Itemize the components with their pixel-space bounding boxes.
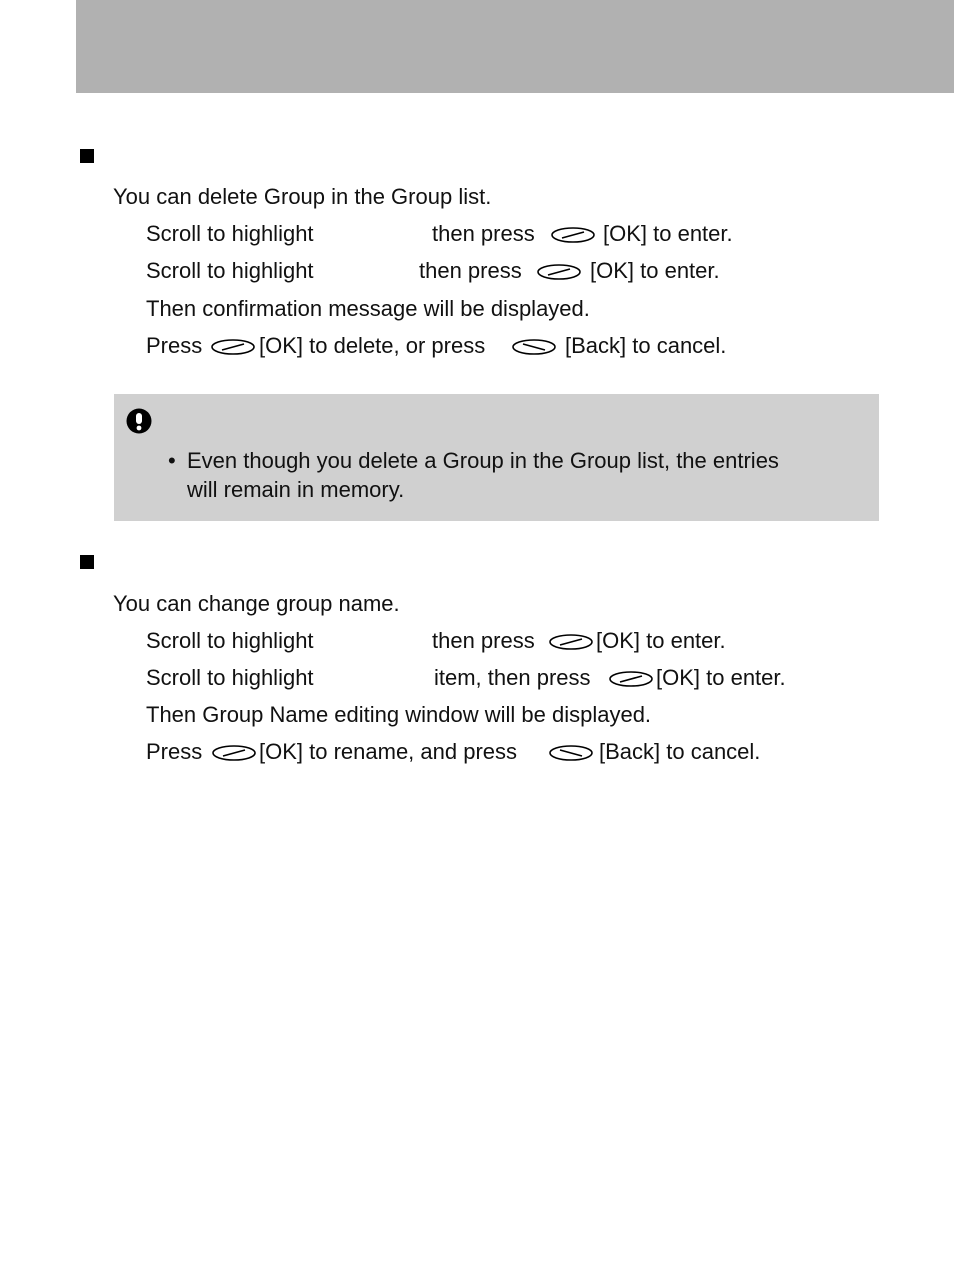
delete-step2-press: then press bbox=[419, 258, 522, 283]
rename-step2-text: Scroll to highlight bbox=[146, 665, 314, 690]
rename-step2-ok: [OK] to enter. bbox=[656, 665, 786, 690]
note-line-1: Even though you delete a Group in the Group list, the entries bbox=[187, 448, 779, 473]
ok-key-icon bbox=[211, 744, 257, 762]
delete-step1-ok: [OK] to enter. bbox=[603, 221, 733, 246]
note-box bbox=[114, 394, 879, 521]
section-marker-icon bbox=[80, 149, 94, 163]
rename-step1-ok: [OK] to enter. bbox=[596, 628, 726, 653]
ok-key-icon bbox=[536, 263, 582, 281]
ok-key-icon bbox=[210, 338, 256, 356]
ok-key-icon bbox=[608, 670, 654, 688]
rename-step1-press: then press bbox=[432, 628, 535, 653]
delete-step4-back: [Back] to cancel. bbox=[565, 333, 727, 358]
rename-intro: You can change group name. bbox=[113, 591, 400, 616]
header-band bbox=[76, 0, 954, 93]
delete-step4-ok: [OK] to delete, or press bbox=[259, 333, 486, 358]
rename-step1-text: Scroll to highlight bbox=[146, 628, 314, 653]
note-bullet: • bbox=[168, 448, 176, 473]
rename-step4-back: [Back] to cancel. bbox=[599, 739, 761, 764]
delete-step1-press: then press bbox=[432, 221, 535, 246]
delete-step4-press: Press bbox=[146, 333, 203, 358]
delete-step2-text: Scroll to highlight bbox=[146, 258, 314, 283]
note-line-2: will remain in memory. bbox=[187, 477, 405, 502]
ok-key-icon bbox=[548, 633, 594, 651]
delete-step2-ok: [OK] to enter. bbox=[590, 258, 720, 283]
rename-step4-press: Press bbox=[146, 739, 203, 764]
rename-step4-ok: [OK] to rename, and press bbox=[259, 739, 518, 764]
section-marker-icon bbox=[80, 555, 94, 569]
delete-intro: You can delete Group in the Group list. bbox=[113, 184, 492, 209]
rename-step2-press: item, then press bbox=[434, 665, 591, 690]
back-key-icon bbox=[548, 744, 594, 762]
rename-step3: Then Group Name editing window will be displayed. bbox=[146, 702, 652, 727]
delete-step1-text: Scroll to highlight bbox=[146, 221, 314, 246]
delete-step3: Then confirmation message will be displayed. bbox=[146, 296, 590, 321]
back-key-icon bbox=[511, 338, 557, 356]
caution-icon bbox=[126, 408, 152, 434]
ok-key-icon bbox=[550, 226, 596, 244]
